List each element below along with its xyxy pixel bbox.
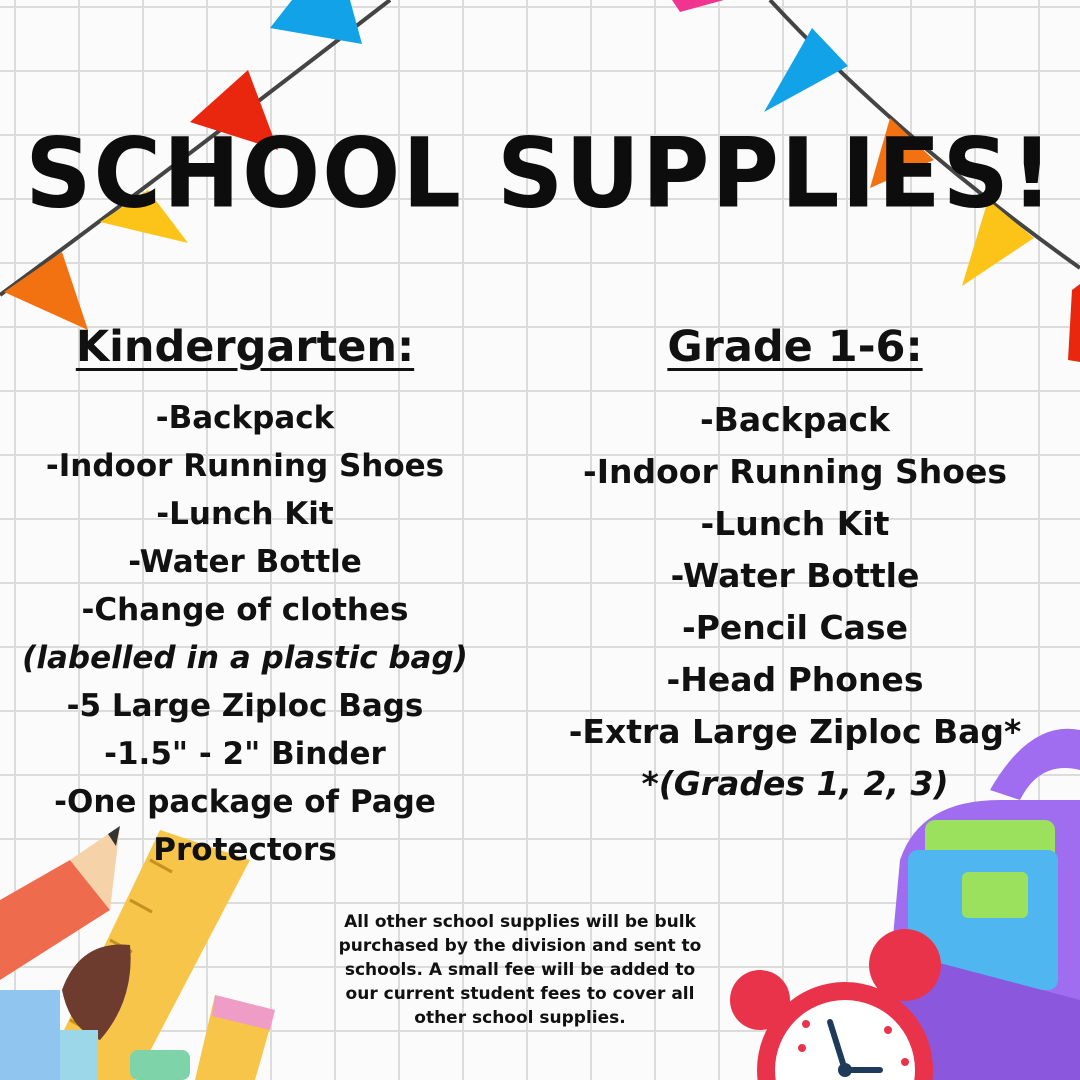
green-eraser-illustration	[130, 1050, 190, 1080]
kindergarten-item: -Water Bottle	[128, 544, 362, 580]
yellow-pencil-illustration	[195, 995, 275, 1080]
footer-note: All other school supplies will be bulk purchased by the division and sent to schools. A small fee will be added to our current student fees to cover all other school supplies.	[338, 912, 702, 1028]
grade-item-note: *(Grades 1, 2, 3)	[641, 764, 949, 803]
page-title: SCHOOL SUPPLIES!	[25, 117, 1055, 230]
kindergarten-item: Protectors	[153, 832, 337, 868]
grade-column	[550, 322, 1040, 810]
kindergarten-item: -Backpack	[155, 400, 335, 436]
kindergarten-item: -1.5" - 2" Binder	[104, 736, 386, 772]
grade-item: -Pencil Case	[682, 608, 908, 647]
grade-item: -Head Phones	[666, 660, 924, 699]
kindergarten-item: -Lunch Kit	[156, 496, 334, 532]
kindergarten-heading: Kindergarten:	[75, 322, 415, 372]
grade-item: -Indoor Running Shoes	[583, 452, 1007, 491]
kindergarten-item-note: (labelled in a plastic bag)	[22, 640, 468, 676]
bunting-flag-blue-left	[270, 0, 362, 44]
bunting-flag-orange-left	[4, 252, 88, 330]
bunting-flag-pink-right	[672, 0, 724, 12]
kindergarten-item: -One package of Page	[54, 784, 436, 820]
bunting-flag-blue-right	[764, 28, 848, 112]
kindergarten-item: -Indoor Running Shoes	[45, 448, 445, 484]
blue-crayon-illustration	[0, 990, 60, 1080]
kindergarten-item: -5 Large Ziploc Bags	[66, 688, 424, 724]
grade-item: -Lunch Kit	[700, 504, 890, 543]
grade-item: -Extra Large Ziploc Bag*	[568, 712, 1022, 751]
grade-heading: Grade 1-6:	[667, 322, 923, 372]
grade-item: -Water Bottle	[670, 556, 920, 595]
bunting-flag-red-right	[1068, 284, 1080, 362]
kindergarten-column	[0, 322, 490, 874]
grade-item: -Backpack	[699, 400, 891, 439]
kindergarten-item: -Change of clothes	[81, 592, 409, 628]
